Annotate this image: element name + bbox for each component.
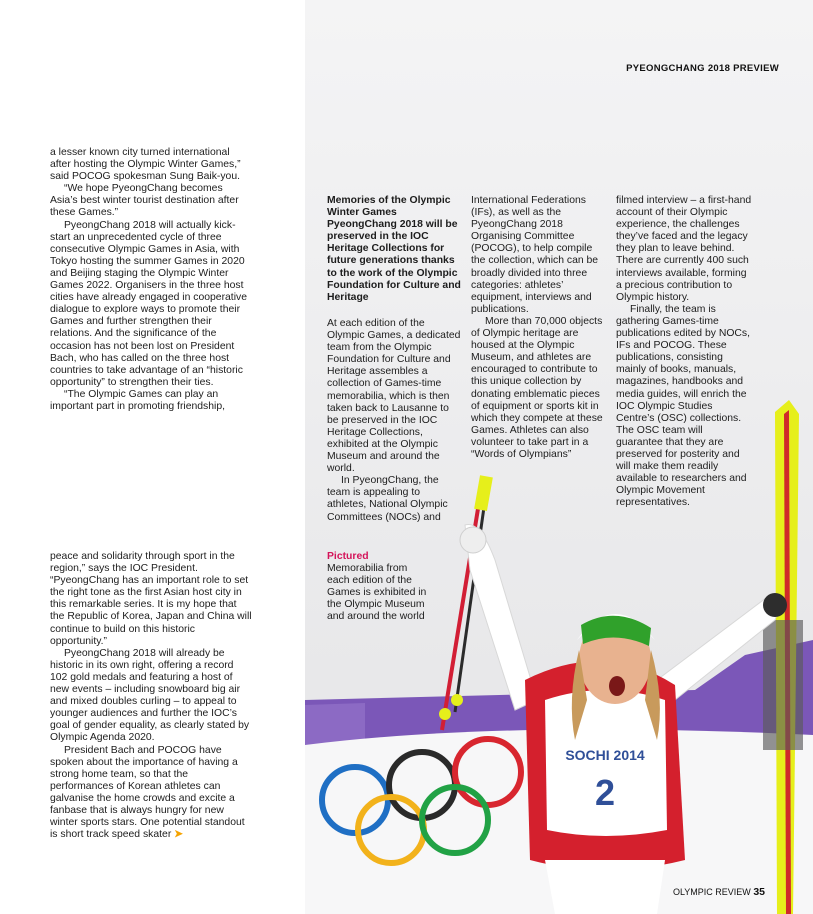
paragraph: Finally, the team is gathering Games-time publications edited by NOCs, IFs and POCOG. These publications, consisting mainly of books, manuals, magazines, handbooks and media guides, will enrich the IOC Olympic Studies Centre’s (OSC) collections. The OSC team will guarantee that they are preserved for posterity and will make them readily available to researchers and Olympic Movement representatives.	[616, 303, 750, 509]
section-title: PYEONGCHANG 2018 PREVIEW	[626, 63, 779, 74]
paragraph: PyeongChang 2018 will already be historic in its own right, offering a record 102 gold medals and featuring a host of new events – including snowboard big air and mixed doubles curling – to appeal to younger audiences and further the IOC’s goal of gender equality, as clearly stated by Olympic Agenda 2020.	[50, 647, 250, 744]
legs	[545, 860, 665, 914]
page-footer	[673, 886, 765, 898]
continue-arrow-icon: ➤	[174, 829, 183, 841]
box-column-2	[471, 195, 607, 461]
photo-caption	[327, 551, 427, 624]
left-column-bottom	[50, 551, 252, 841]
right-page	[305, 0, 813, 914]
caption-label: Pictured	[327, 551, 369, 562]
bib-number: 2	[594, 772, 616, 813]
caption-text: Memorabilia from each edition of the Games is exhibited in the Olympic Museum and around the world	[327, 563, 427, 623]
paragraph: peace and solidarity through sport in the region,” says the IOC President. “PyeongChang has an important role to set the right tone as the first Asian host city in this remarkable series. It is my hope that the Republic of Korea, Japan and China will continue to build on this historic opportunity.”	[50, 551, 252, 647]
paragraph: In PyeongChang, the team is appealing to athletes, National Olympic Committees (NOCs) and	[327, 475, 448, 523]
bib-text: SOCHI 2014	[565, 747, 645, 763]
paragraph-text: President Bach and POCOG have spoken about the importance of having a strong home team, so that the performances of Korean athletes can galvanise the home crowds and excite a fanbase that is always hungry for new winter sports stars. One potential standout is short track speed skater	[50, 744, 245, 841]
paragraph: filmed interview – a first-hand account of their Olympic experience, the challenges they’ve faced and the legacy they plan to leave behind. There are currently 400 such interviews available, forming a precious contribution to Olympic history.	[616, 195, 752, 303]
box-intro: Memories of the Olympic Winter Games PyeongChang 2018 will be preserved in the IOC Heritage Collections for future generations thanks to the work of the Olympic Foundation for Culture and Heritage	[327, 195, 461, 303]
page-number: 35	[753, 886, 765, 898]
paragraph	[50, 745, 252, 842]
magazine-name: OLYMPIC REVIEW	[672, 887, 751, 897]
box-column-1	[327, 318, 461, 524]
left-page	[0, 0, 305, 914]
paragraph: a lesser known city turned international after hosting the Olympic Winter Games,” said POCOG spokesman Sung Baik-you.	[50, 147, 241, 183]
paragraph: More than 70,000 objects of Olympic heritage are housed at the Olympic Museum, and athletes are encouraged to contribute to this unique collection by donating emblematic pieces of equipment or sports kit in which they compete at these Games. Athletes can also volunteer to take part in a “Words of Olympians”	[471, 315, 603, 460]
paragraph: “We hope PyeongChang becomes Asia’s best winter tourist destination after these Games.”	[50, 183, 239, 219]
left-column-top	[50, 147, 250, 413]
paragraph: “The Olympic Games can play an important part in promoting friendship,	[50, 388, 225, 412]
paragraph: International Federations (IFs), as well as the PyeongChang 2018 Organising Committee (POCOG), to help compile the collection, which can be broadly divided into three categories: athletes’ equipment, interviews and publications.	[471, 195, 599, 315]
mouth	[609, 676, 625, 696]
paragraph: PyeongChang 2018 will actually kick-start an unprecedented cycle of three consecutive Olympic Games in Asia, with Tokyo hosting the summer Games in 2020 and Beijing staging the Olympic Winter Games 2022. Organisers in the three host cities have already engaged in cooperative dialogue to explore ways to promote their Games and further strengthen their relations. And the significance of the occasion has not been lost on President Bach, who has called on the three host countries to take advantage of an “historic opportunity” to strengthen their ties.	[50, 219, 247, 388]
paragraph: At each edition of the Olympic Games, a dedicated team from the Olympic Foundation for Culture and Heritage assembles a collection of Games-time memorabilia, which is then taken back to Lausanne to be preserved in the IOC Heritage Collections, exhibited at the Olympic Museum and around the world.	[327, 318, 461, 475]
box-column-3	[616, 195, 752, 509]
